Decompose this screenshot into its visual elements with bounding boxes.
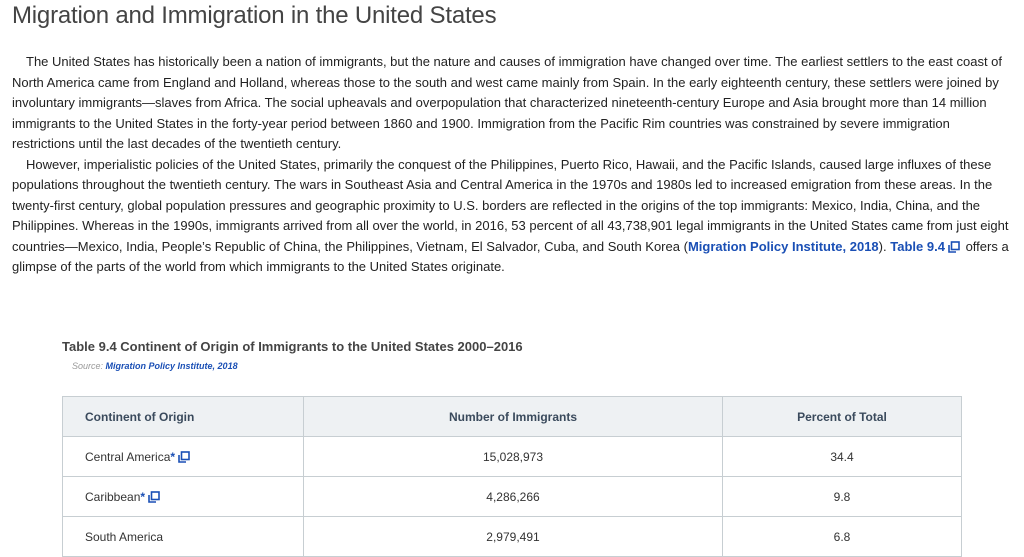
source-link[interactable]: Migration Policy Institute, 2018	[105, 361, 238, 371]
open-paren: (	[683, 238, 688, 254]
table-row	[63, 517, 962, 557]
table-9-4-link[interactable]: Table 9.4	[890, 238, 945, 254]
paragraph-1: The United States has historically been a nation of immigrants, but the nature and causes of immigration have changed over time. The earliest settlers to the east coast of North America came from England and Holland, whereas those to the south and west came mainly from Spain. In the early eighteenth century, these settlers were joined by involuntary immigrants—slaves from Africa. The social upheavals and overpopulation that characterized nineteenth-century Europe and Asia brought more than 14 million immigrants to the United States in the forty-year period between 1860 and 1900. Immigration from the Pacific Rim countries was constrained by severe immigration restrictions until the last decades of the twentieth century.	[12, 54, 1003, 151]
external-link-icon[interactable]	[148, 491, 160, 503]
header-number: Number of Immigrants	[304, 397, 723, 437]
cell-percent: 9.8	[723, 477, 962, 517]
continent-name: Central America	[85, 449, 171, 464]
article-body	[12, 52, 1012, 278]
asterisk-marker: *	[170, 449, 176, 464]
table-header-row	[63, 397, 962, 437]
continent-name: South America	[85, 529, 164, 544]
cell-continent	[63, 477, 304, 517]
page-title: Migration and Immigration in the United States	[12, 2, 497, 29]
cell-continent	[63, 517, 304, 557]
header-continent: Continent of Origin	[63, 397, 304, 437]
table-source	[72, 361, 238, 371]
close-paren: ).	[878, 238, 887, 254]
cell-number: 2,979,491	[304, 517, 723, 557]
cell-number: 15,028,973	[304, 437, 723, 477]
external-link-icon[interactable]	[178, 451, 190, 463]
cell-percent: 6.8	[723, 517, 962, 557]
continent-name: Caribbean	[85, 489, 141, 504]
header-percent: Percent of Total	[723, 397, 962, 437]
cell-continent	[63, 437, 304, 477]
table-caption: Table 9.4 Continent of Origin of Immigrants to the United States 2000–2016	[62, 339, 523, 354]
paragraph-2-tail: offers a glimpse of the parts of the world from which immigrants to the United States originate.	[12, 238, 1009, 274]
immigrants-table	[62, 396, 962, 557]
table-row	[63, 437, 962, 477]
source-label: Source:	[72, 361, 104, 371]
external-link-icon[interactable]	[948, 241, 960, 253]
cell-percent: 34.4	[723, 437, 962, 477]
asterisk-marker: *	[140, 489, 146, 504]
cell-number: 4,286,266	[304, 477, 723, 517]
citation-link[interactable]: Migration Policy Institute, 2018	[687, 238, 879, 254]
paragraph-2-text: However, imperialistic policies of the United States, primarily the conquest of the Philippines, Puerto Rico, Hawaii, and the Pacific Islands, caused large influxes of these populations throughout the twentieth century. The wars in Southeast Asia and Central America in the 1970s and 1980s led to increased emigration from these areas. In the twenty-first century, global population pressures and geographic proximity to U.S. borders are reflected in the origins of the top immigrants: Mexico, India, China, and the Philippines. Whereas in the 1990s, immigrants arrived from all over the world, in 2016, 53 percent of all 43,738,901 legal immigrants in the United States came from just eight countries—Mexico, India, People’s Republic of China, the Philippines, Vietnam, El Salvador, Cuba, and South Korea	[12, 156, 1009, 254]
paragraph-2	[12, 155, 1012, 278]
table-row	[63, 477, 962, 517]
